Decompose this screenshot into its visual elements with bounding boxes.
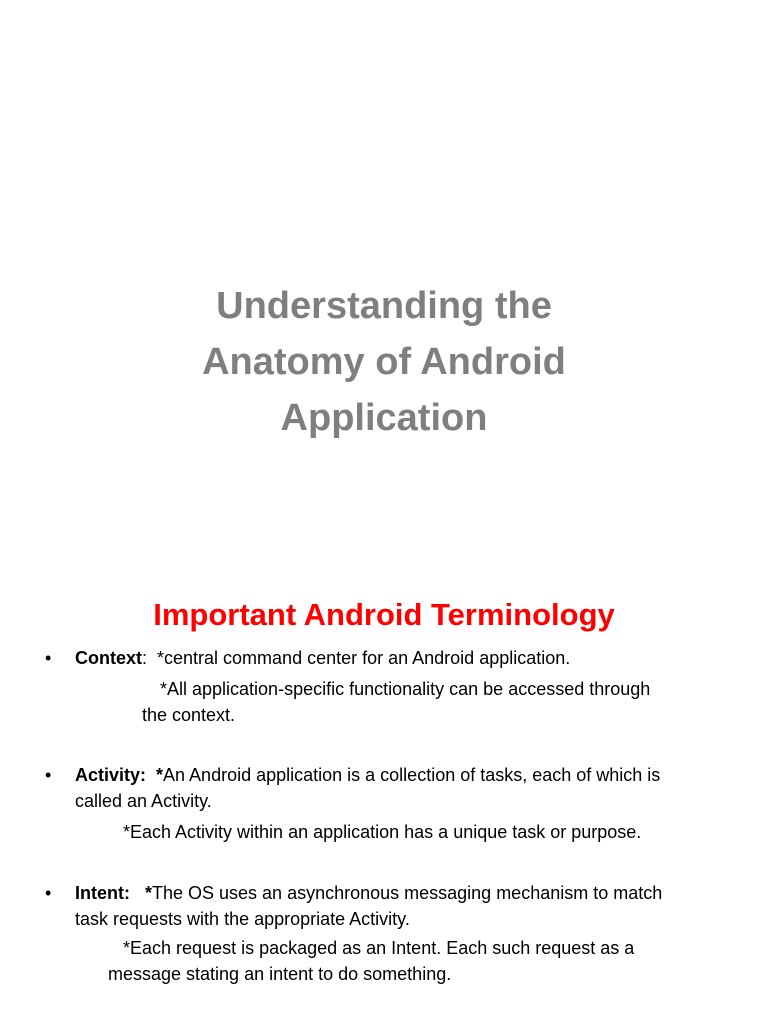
term-context-name: Context bbox=[75, 648, 142, 668]
term-intent-line-1 bbox=[75, 880, 662, 906]
slide-title-line-2: Anatomy of Android bbox=[202, 341, 566, 383]
term-context-line-3: the context. bbox=[142, 705, 236, 725]
term-activity-line-2: called an Activity. bbox=[75, 791, 212, 811]
bullet-icon: • bbox=[45, 765, 52, 785]
term-context-text-1: *central command center for an Android application. bbox=[157, 648, 571, 668]
term-intent-line-3: *Each request is packaged as an Intent. Each such request as a bbox=[123, 938, 635, 958]
term-intent-line-4: message stating an intent to do something. bbox=[108, 964, 452, 984]
term-activity-name: Activity: * bbox=[75, 765, 164, 785]
term-intent-line-2: task requests with the appropriate Activity. bbox=[75, 909, 410, 929]
slide-title-line-3: Application bbox=[280, 397, 488, 439]
bullet-icon: • bbox=[45, 648, 52, 668]
term-context-separator: : bbox=[142, 648, 158, 668]
term-activity-line-1 bbox=[75, 762, 660, 788]
slide-title bbox=[0, 278, 768, 446]
terminology-heading: Important Android Terminology bbox=[153, 597, 615, 632]
term-context-line-2: *All application-specific functionality can be accessed through bbox=[160, 679, 651, 699]
term-intent-text-1: The OS uses an asynchronous messaging mechanism to match bbox=[152, 883, 663, 903]
slide-title-line-1: Understanding the bbox=[216, 285, 552, 327]
term-context-line-1 bbox=[75, 645, 570, 671]
term-intent-name: Intent: * bbox=[75, 883, 152, 903]
term-activity-text-1: An Android application is a collection of tasks, each of which is bbox=[163, 765, 661, 785]
bullet-icon: • bbox=[45, 883, 52, 903]
term-activity-line-3: *Each Activity within an application has a unique task or purpose. bbox=[123, 822, 642, 842]
